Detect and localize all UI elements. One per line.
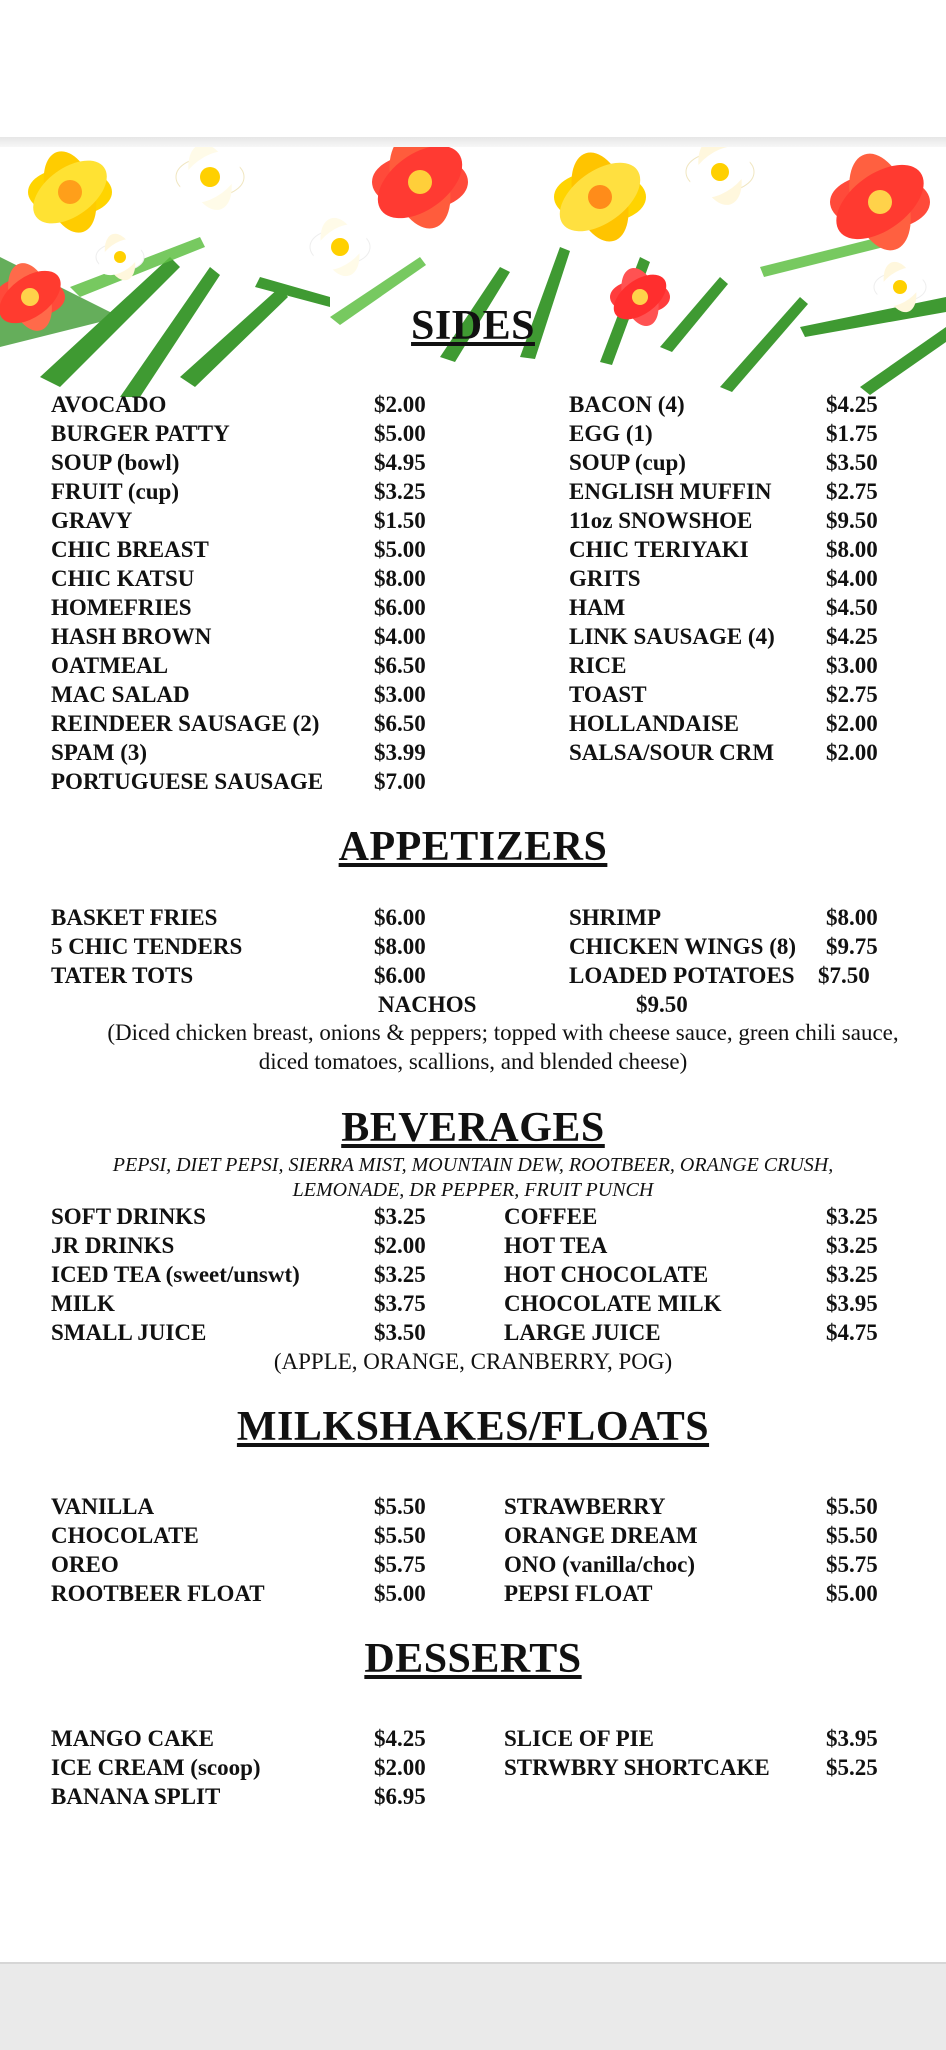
menu-item: ICED TEA (sweet/unswt) (51, 1262, 300, 1287)
menu-price: $6.00 (374, 963, 426, 988)
menu-price: $3.00 (374, 682, 426, 707)
menu-price: $8.00 (826, 537, 878, 562)
menu-price: $2.00 (826, 740, 878, 765)
menu-item: OREO (51, 1552, 119, 1577)
menu-price: $4.00 (374, 624, 426, 649)
milkshakes-heading: MILKSHAKES/FLOATS (236, 1404, 710, 1450)
menu-price: $5.50 (374, 1523, 426, 1548)
menu-price: $3.50 (374, 1320, 426, 1345)
menu-price: $4.50 (826, 595, 878, 620)
menu-item: STRAWBERRY (504, 1494, 666, 1519)
menu-item: MANGO CAKE (51, 1726, 214, 1751)
menu-item: FRUIT (cup) (51, 479, 180, 504)
menu-price: $4.00 (826, 566, 878, 591)
menu-price: $2.00 (826, 711, 878, 736)
menu-item: VANILLA (51, 1494, 155, 1519)
menu-price: $4.95 (374, 450, 426, 475)
menu-item: 5 CHIC TENDERS (51, 934, 243, 959)
menu-item: BACON (4) (569, 392, 685, 417)
menu-item: HOT CHOCOLATE (504, 1262, 709, 1287)
menu-price: $5.25 (826, 1755, 878, 1780)
menu-item: SOUP (cup) (569, 450, 686, 475)
bottom-divider (0, 1962, 946, 2050)
menu-item: SHRIMP (569, 905, 661, 930)
menu-price: $7.00 (374, 769, 426, 794)
menu-price: $3.25 (374, 479, 426, 504)
menu-price: $2.00 (374, 1233, 426, 1258)
menu-item: HOMEFRIES (51, 595, 192, 620)
menu-price: $3.25 (374, 1204, 426, 1229)
soda-list: LEMONADE, DR PEPPER, FRUIT PUNCH (292, 1179, 654, 1201)
menu-price: $6.00 (374, 595, 426, 620)
menu-item: LARGE JUICE (504, 1320, 661, 1345)
menu-price: $3.95 (826, 1291, 878, 1316)
menu-item: TATER TOTS (51, 963, 194, 988)
menu-item: HASH BROWN (51, 624, 212, 649)
floral-banner (0, 147, 946, 397)
menu-item: STRWBRY SHORTCAKE (504, 1755, 770, 1780)
menu-item: HOLLANDAISE (569, 711, 739, 736)
menu-price: $5.50 (374, 1494, 426, 1519)
nachos-description: (Diced chicken breast, onions & peppers; topped with cheese sauce, green chili sauce, (107, 1020, 899, 1045)
menu-item: EGG (1) (569, 421, 653, 446)
menu-item: PEPSI FLOAT (504, 1581, 653, 1606)
menu-item: RICE (569, 653, 627, 678)
menu-item: ORANGE DREAM (504, 1523, 698, 1548)
top-divider (0, 137, 946, 147)
menu-price: $3.25 (826, 1233, 878, 1258)
menu-price: $3.75 (374, 1291, 426, 1316)
menu-price: $6.95 (374, 1784, 426, 1809)
menu-price: $5.00 (374, 421, 426, 446)
menu-price: $8.00 (374, 934, 426, 959)
menu-price: $2.75 (826, 682, 878, 707)
desserts-heading: DESSERTS (364, 1636, 582, 1682)
appetizers-heading: APPETIZERS (338, 824, 608, 870)
menu-price: $5.00 (374, 537, 426, 562)
menu-price: $4.25 (826, 392, 878, 417)
menu-item: SMALL JUICE (51, 1320, 207, 1345)
menu-item: HOT TEA (504, 1233, 608, 1258)
menu-price: $6.00 (374, 905, 426, 930)
menu-price: $6.50 (374, 711, 426, 736)
nachos-item: NACHOS (378, 992, 477, 1017)
menu-price: $8.00 (826, 905, 878, 930)
menu-item: PORTUGUESE SAUSAGE (51, 769, 324, 794)
sides-heading: SIDES (411, 303, 535, 349)
menu-price: $3.00 (826, 653, 878, 678)
menu-item: 11oz SNOWSHOE (569, 508, 753, 533)
menu-item: BASKET FRIES (51, 905, 218, 930)
menu-item: SOUP (bowl) (51, 450, 180, 475)
menu-price: $3.25 (826, 1204, 878, 1229)
menu-item: SPAM (3) (51, 740, 148, 765)
menu-item: GRAVY (51, 508, 133, 533)
menu-item: CHIC BREAST (51, 537, 209, 562)
menu-price: $5.50 (826, 1523, 878, 1548)
menu-page (0, 147, 946, 1962)
menu-price: $7.50 (818, 963, 870, 988)
menu-price: $3.50 (826, 450, 878, 475)
menu-price: $8.00 (374, 566, 426, 591)
menu-item: BURGER PATTY (51, 421, 230, 446)
menu-price: $4.25 (826, 624, 878, 649)
menu-price: $4.25 (374, 1726, 426, 1751)
menu-item: CHOCOLATE (51, 1523, 199, 1548)
menu-item: HAM (569, 595, 626, 620)
menu-item: REINDEER SAUSAGE (2) (51, 711, 320, 736)
menu-price: $3.25 (826, 1262, 878, 1287)
menu-price: $5.00 (826, 1581, 878, 1606)
menu-price: $3.95 (826, 1726, 878, 1751)
menu-price: $6.50 (374, 653, 426, 678)
menu-price: $9.50 (826, 508, 878, 533)
soda-list: PEPSI, DIET PEPSI, SIERRA MIST, MOUNTAIN DEW, ROOTBEER, ORANGE CRUSH, (112, 1154, 834, 1176)
menu-item: CHICKEN WINGS (8) (569, 934, 797, 959)
menu-price: $9.75 (826, 934, 878, 959)
menu-item: GRITS (569, 566, 641, 591)
menu-price: $5.00 (374, 1581, 426, 1606)
menu-item: TOAST (569, 682, 647, 707)
beverages-heading: BEVERAGES (341, 1105, 605, 1151)
menu-item: MAC SALAD (51, 682, 190, 707)
nachos-description: diced tomatoes, scallions, and blended cheese) (258, 1049, 688, 1074)
menu-price: $4.75 (826, 1320, 878, 1345)
menu-item: MILK (51, 1291, 115, 1316)
menu-item: OATMEAL (51, 653, 169, 678)
menu-price: $5.50 (826, 1494, 878, 1519)
menu-price: $1.75 (826, 421, 878, 446)
menu-item: LOADED POTATOES (569, 963, 795, 988)
menu-item: CHOCOLATE MILK (504, 1291, 722, 1316)
nachos-price: $9.50 (636, 992, 688, 1017)
menu-item: SOFT DRINKS (51, 1204, 206, 1229)
menu-price: $5.75 (826, 1552, 878, 1577)
menu-price: $2.00 (374, 1755, 426, 1780)
menu-item: AVOCADO (51, 392, 167, 417)
menu-item: ICE CREAM (scoop) (51, 1755, 261, 1780)
menu-item: ONO (vanilla/choc) (504, 1552, 696, 1577)
menu-item: ROOTBEER FLOAT (51, 1581, 265, 1606)
menu-price: $2.00 (374, 392, 426, 417)
menu-item: CHIC TERIYAKI (569, 537, 749, 562)
menu-item: COFFEE (504, 1204, 598, 1229)
menu-price: $1.50 (374, 508, 426, 533)
menu-price: $2.75 (826, 479, 878, 504)
menu-item: ENGLISH MUFFIN (569, 479, 772, 504)
juice-flavors: (APPLE, ORANGE, CRANBERRY, POG) (273, 1349, 673, 1374)
menu-item: SLICE OF PIE (504, 1726, 654, 1751)
menu-item: JR DRINKS (51, 1233, 175, 1258)
menu-item: LINK SAUSAGE (4) (569, 624, 775, 649)
menu-item: CHIC KATSU (51, 566, 195, 591)
menu-price: $3.99 (374, 740, 426, 765)
menu-item: BANANA SPLIT (51, 1784, 221, 1809)
menu-item: SALSA/SOUR CRM (569, 740, 775, 765)
menu-price: $5.75 (374, 1552, 426, 1577)
menu-price: $3.25 (374, 1262, 426, 1287)
